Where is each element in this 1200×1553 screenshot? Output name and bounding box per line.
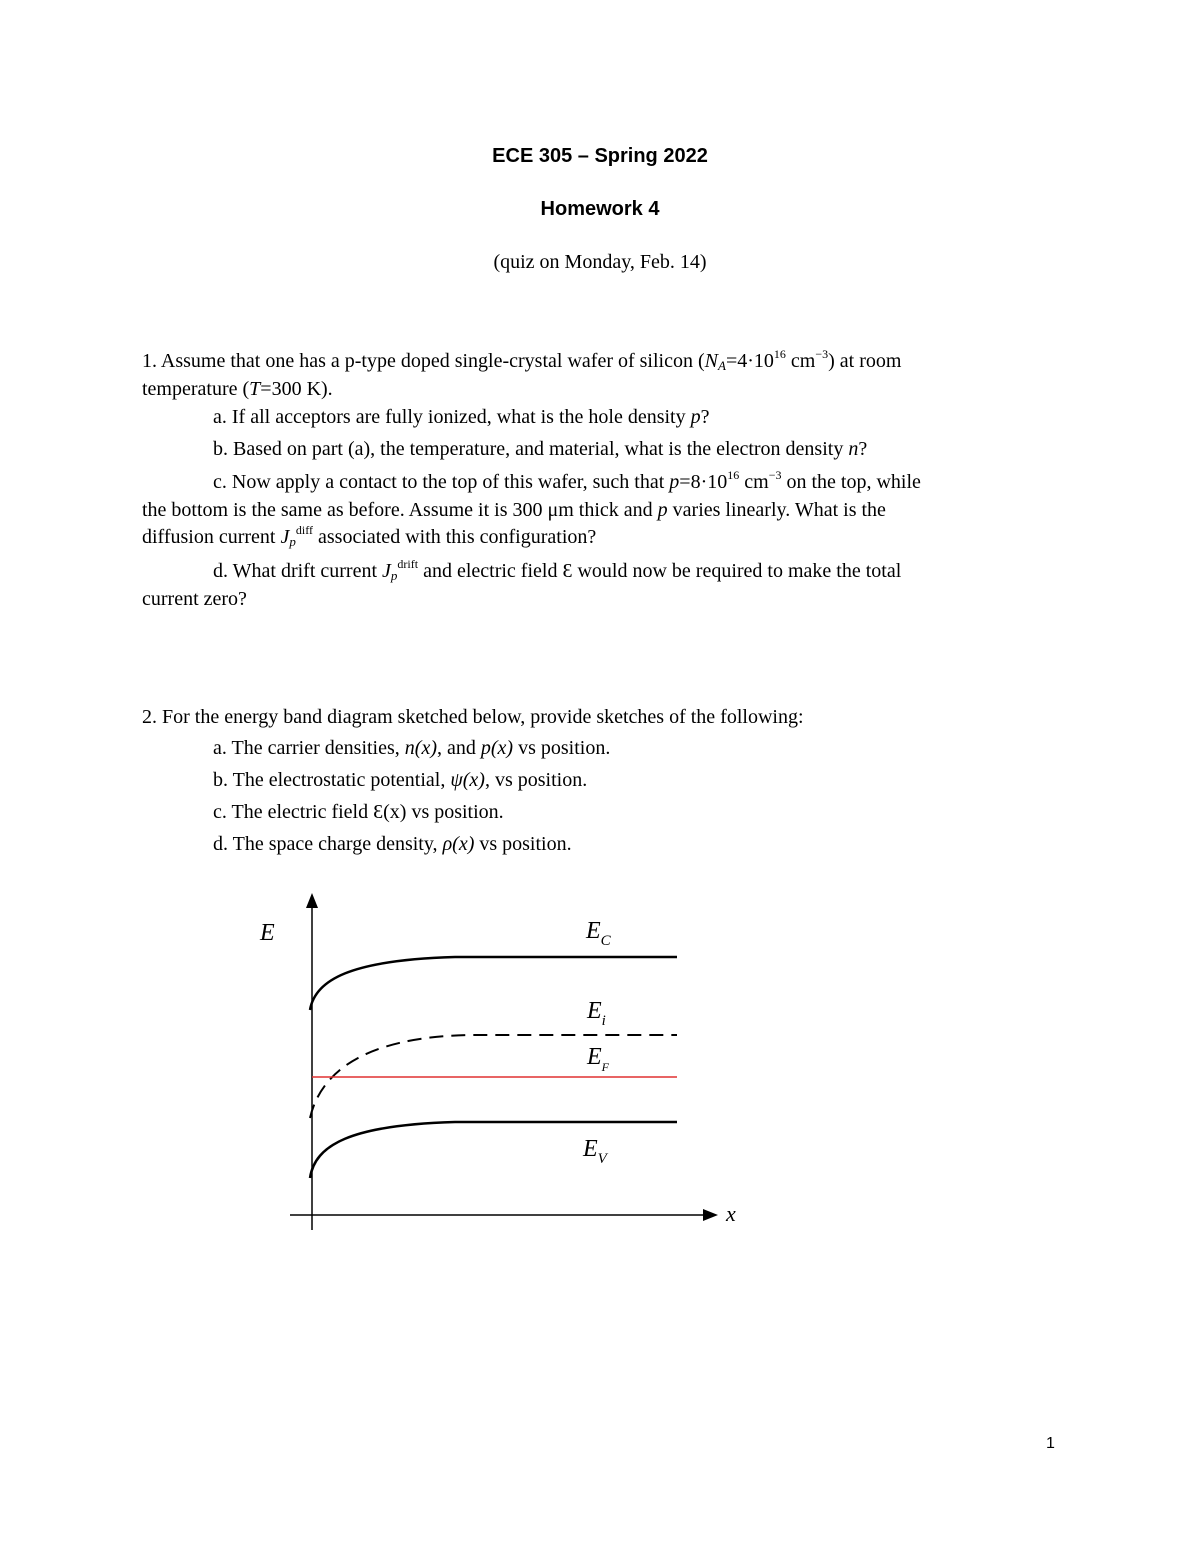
problem2-part-c: c. The electric field Ɛ(x) vs position. [213, 801, 504, 823]
page-number: 1 [1046, 1435, 1055, 1452]
y-axis-label: E [260, 920, 275, 946]
energy-band-diagram [240, 880, 780, 1240]
problem2-part-a: a. The carrier densities, n(x), and p(x) vs position. [213, 737, 611, 759]
quiz-date: (quiz on Monday, Feb. 14) [493, 251, 707, 273]
problem1-part-b: b. Based on part (a), the temperature, and material, what is the electron density n? [213, 438, 868, 460]
x-axis-label: x [726, 1201, 736, 1226]
problem2-part-b: b. The electrostatic potential, ψ(x), vs position. [213, 769, 588, 791]
problem1-part-d-line2: current zero? [142, 588, 247, 610]
problem1-part-c-line2: the bottom is the same as before. Assume it is 300 μm thick and p varies linearly. What is the [142, 499, 886, 521]
problem2-part-d: d. The space charge density, ρ(x) vs position. [213, 833, 572, 855]
ec-label: $E_C$ [586, 918, 611, 949]
ei-label: $E_i$ [587, 998, 606, 1029]
problem1-intro-line2: temperature (T=300 K). [142, 378, 333, 400]
valence-band-edge [310, 1122, 677, 1178]
conduction-band-edge [310, 957, 677, 1010]
problem1-part-a: a. If all acceptors are fully ionized, what is the hole density p? [213, 406, 710, 428]
homework-title: Homework 4 [540, 198, 660, 220]
problem1-part-c-line3: diffusion current $J_p^{diff}$ associated with this configuration? [142, 523, 597, 549]
problem2-intro: 2. For the energy band diagram sketched below, provide sketches of the following: [142, 706, 804, 728]
ev-label: $E_V$ [583, 1136, 607, 1167]
course-title: ECE 305 – Spring 2022 [492, 145, 708, 167]
ef-label: $E_F$ [587, 1044, 610, 1074]
problem1-part-d-line1: d. What drift current $J_p^{drift}$ and electric field Ɛ would now be required to make the total [213, 557, 902, 583]
problem1-intro-line1: 1. Assume that one has a p-type doped single-crystal wafer of silicon ($N_A=4\cdot 10^{16}$ $cm^{-3}$) at room [142, 347, 902, 373]
problem1-part-c-line1: c. Now apply a contact to the top of this wafer, such that $p=8\cdot 10^{16}$ $cm^{-3}$ on the top, while [213, 468, 921, 493]
